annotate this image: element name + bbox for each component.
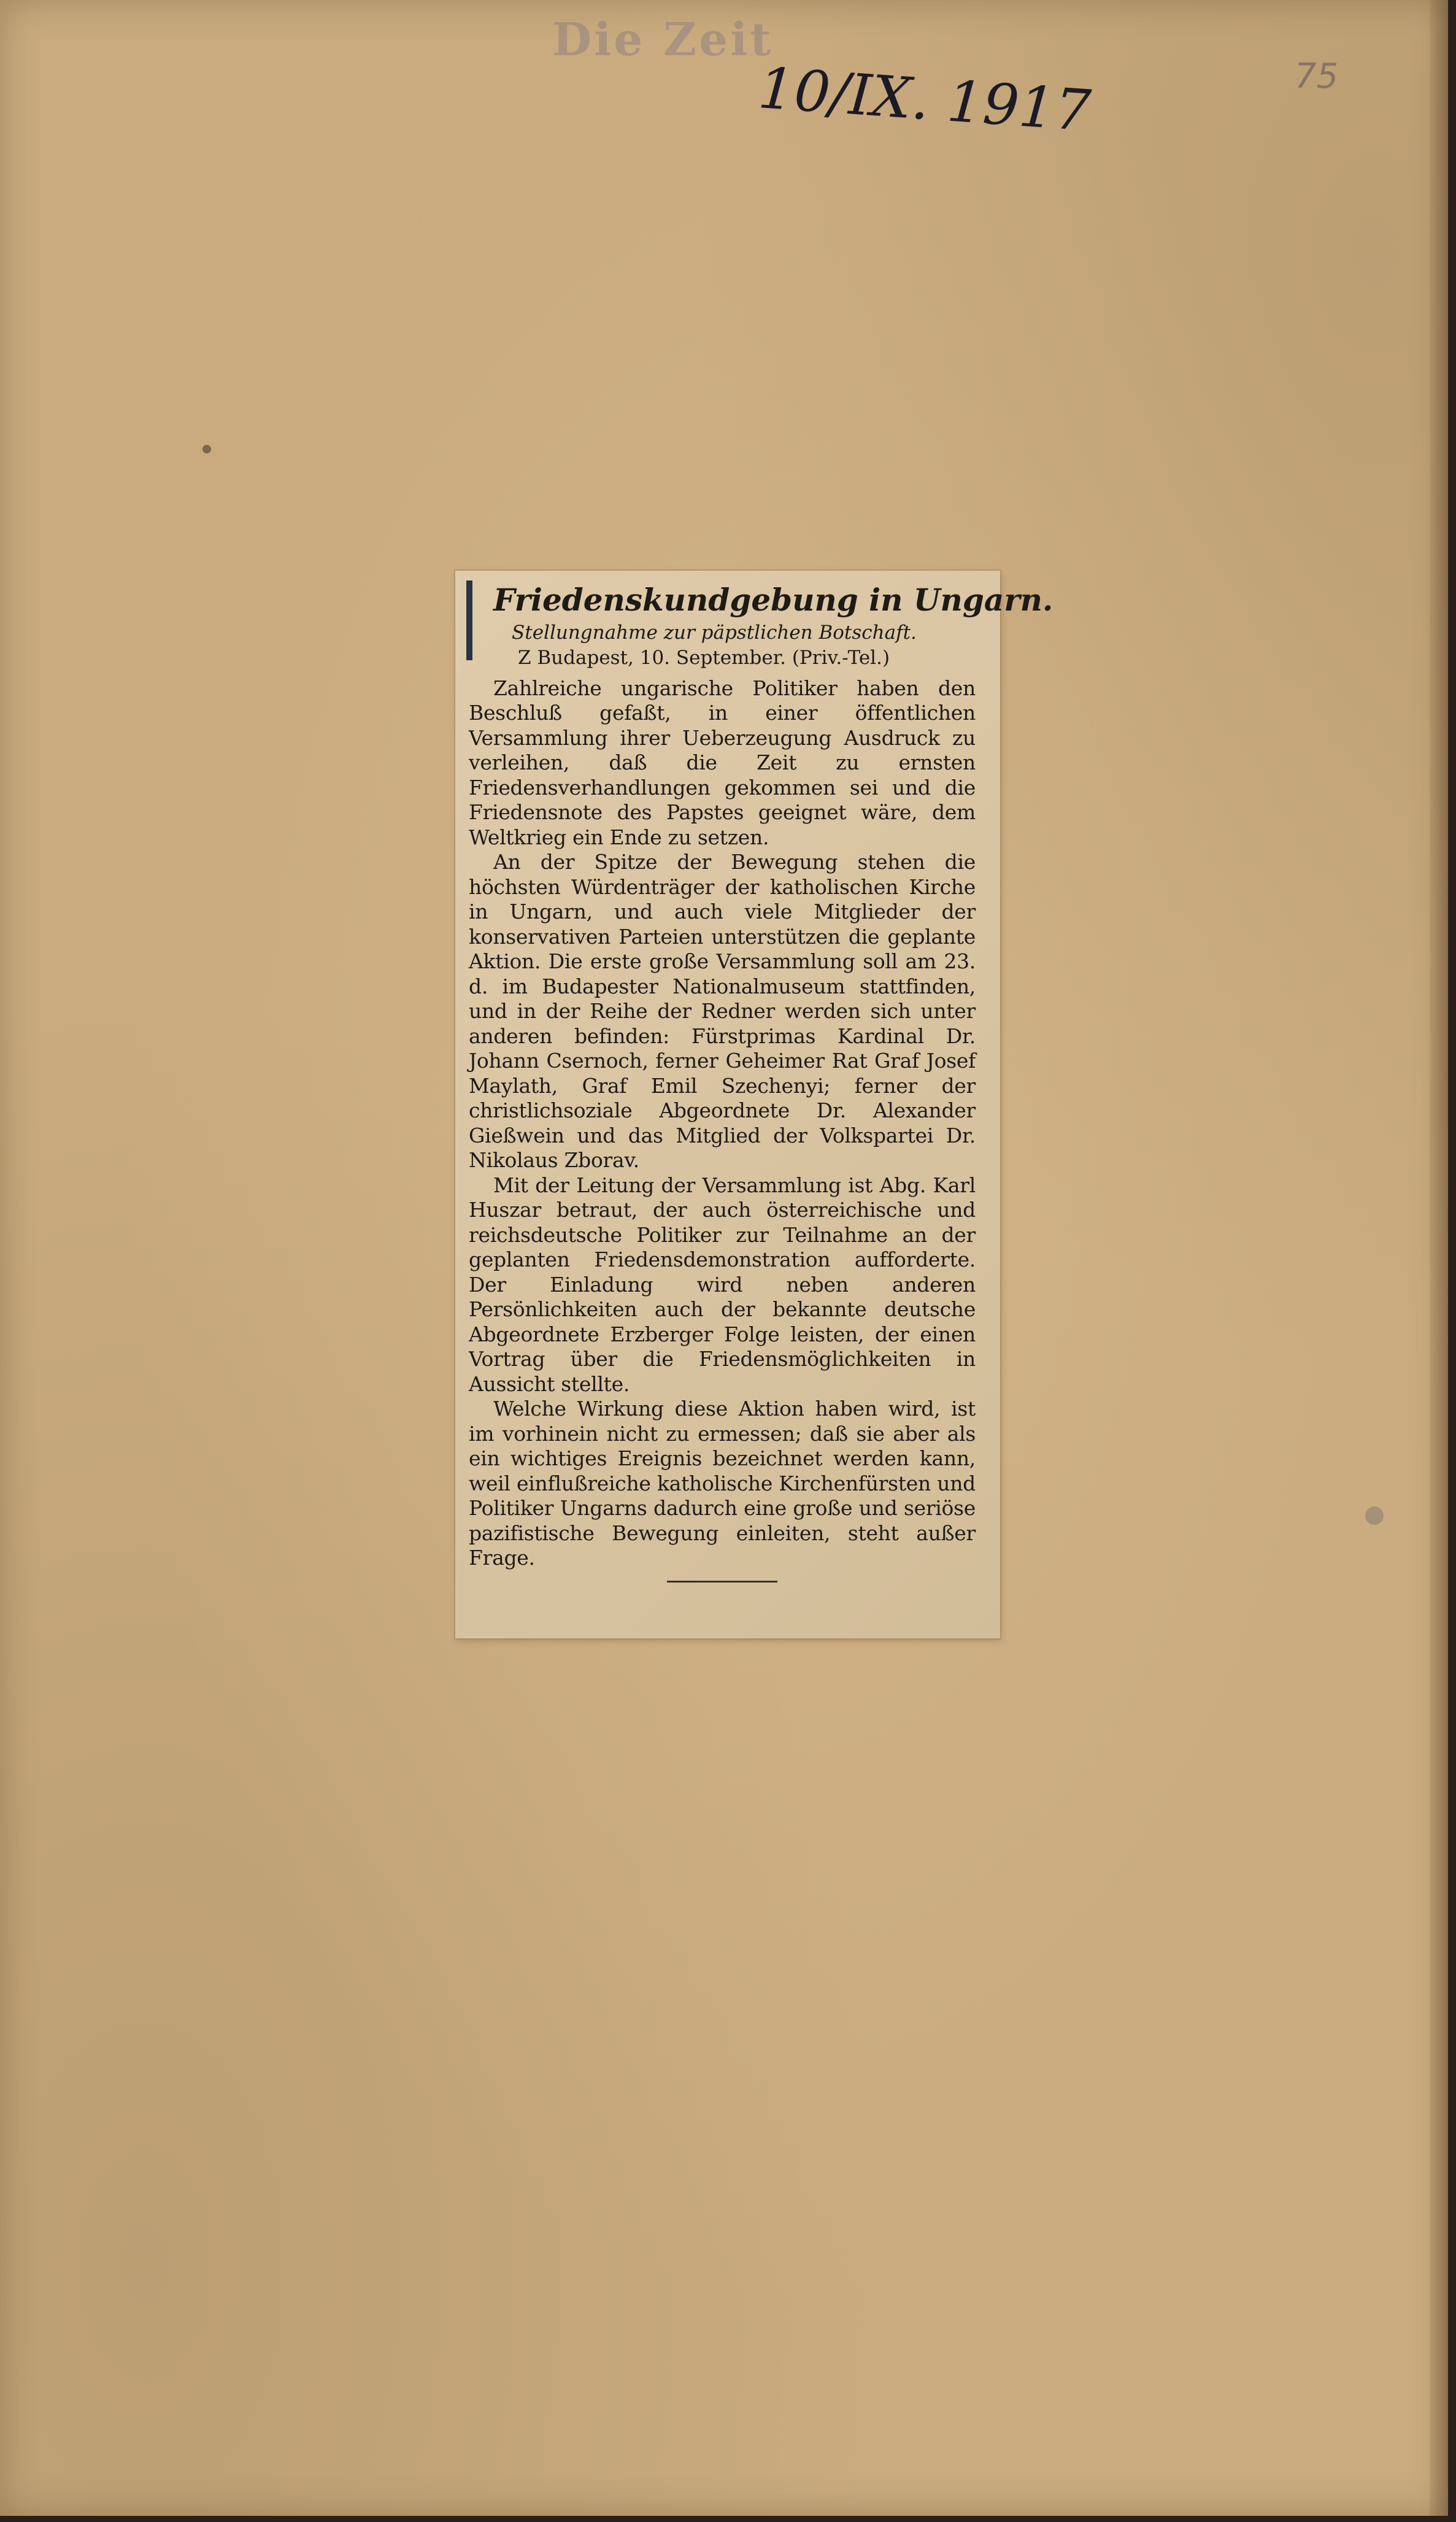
article-paragraph: Mit der Leitung der Versammlung ist Abg. Karl Huszar betraut, der auch österreichische und reichsdeutsche Politiker zur Teilnahme an der geplanten Friedensdemonstration aufforderte. Der Einladung wird neben anderen Persönlichkeiten auch der bekannte deutsche Abgeordnete Erzberger Folge leisten, der einen Vortrag über die Friedensmöglichkeiten in Aussicht stellte.: [469, 1173, 976, 1396]
page-number: 75: [1295, 56, 1339, 96]
article-dateline: Z Budapest, 10. September. (Priv.-Tel.): [518, 646, 890, 669]
newspaper-name-stamp: Die Zeit: [552, 13, 774, 66]
sheet-edge-shadow: [1430, 0, 1448, 2516]
handwritten-date: 10/IX. 1917: [756, 55, 1093, 144]
clipping-marker-bar: [466, 580, 472, 660]
paper-stain: [202, 445, 211, 453]
closing-rule: [667, 1581, 777, 1583]
newspaper-clipping: [455, 571, 1053, 1638]
article-headline: Friedenskundgebung in Ungarn.: [493, 582, 1053, 618]
article-paragraph: An der Spitze der Bewegung stehen die höchsten Würdenträger der katholischen Kirche in Ungarn, und auch viele Mitglieder der konservativen Parteien unterstützen die geplante Aktion. Die erste große Versammlung soll am 23. d. im Budapester Nationalmuseum stattfinden, und in der Reihe der Redner werden sich unter anderen befinden: Fürstprimas Kardinal Dr. Johann Csernoch, ferner Geheimer Rat Graf Josef Maylath, Graf Emil Szechenyi; ferner der christlichsoziale Abgeordnete Dr. Alexander Gießwein und das Mitglied der Volkspartei Dr. Nikolaus Zborav.: [469, 850, 976, 1172]
paper-stain: [1365, 1506, 1384, 1525]
article-subheadline: Stellungnahme zur päpstlichen Botschaft.: [512, 622, 917, 644]
article-paragraph: Zahlreiche ungarische Politiker haben den Beschluß gefaßt, in einer öffentlichen Versammlung ihrer Ueberzeugung Ausdruck zu verleihen, daß die Zeit zu ernsten Friedensverhandlungen gekommen sei und die Friedensnote des Papstes geeignet wäre, dem Weltkrieg ein Ende zu setzen.: [469, 676, 976, 849]
article-paragraph: Welche Wirkung diese Aktion haben wird, ist im vorhinein nicht zu ermessen; daß sie aber als ein wichtiges Ereignis bezeichnet werden kann, weil einflußreiche katholische Kirchenfürsten und Politiker Ungarns dadurch eine große und seriöse pazifistische Bewegung einleiten, steht außer Frage.: [469, 1397, 976, 1570]
